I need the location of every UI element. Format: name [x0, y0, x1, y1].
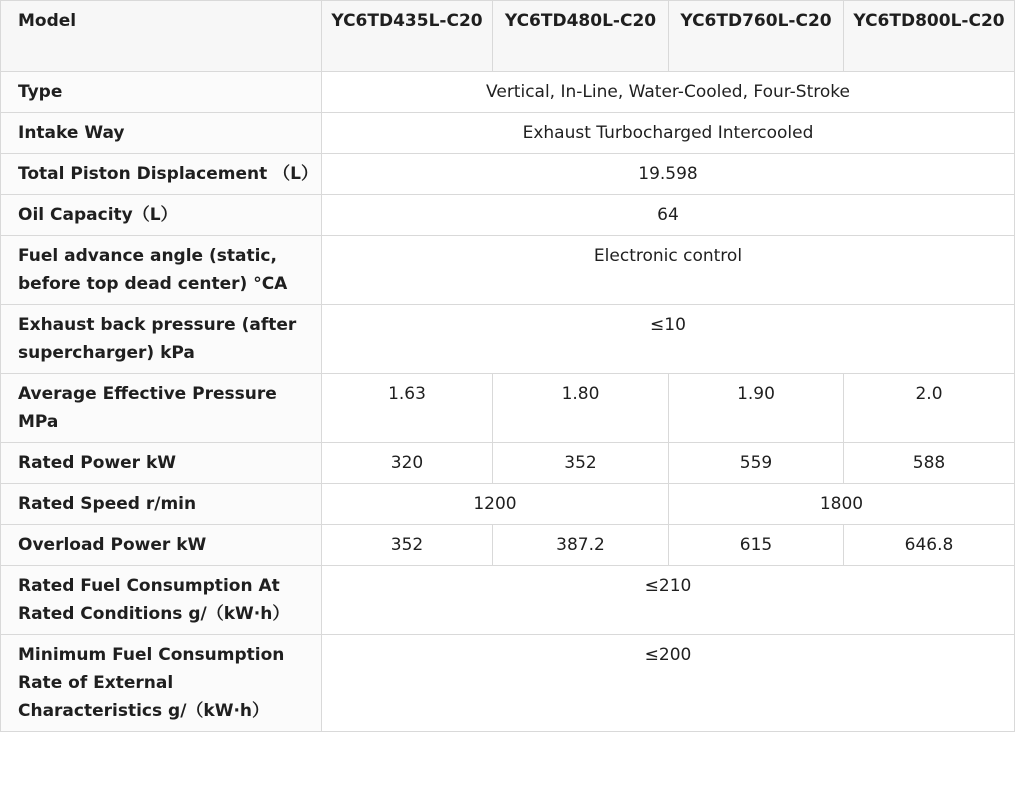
row-label: Overload Power kW: [1, 525, 322, 566]
table-row: [1, 195, 1015, 236]
row-label: Exhaust back pressure (after supercharger) kPa: [1, 305, 322, 374]
row-label: Type: [1, 72, 322, 113]
table-row: [1, 374, 1015, 443]
row-value: 1200: [322, 484, 669, 525]
table-row: [1, 113, 1015, 154]
row-label: Rated Fuel Consumption At Rated Conditions g/（kW·h）: [1, 566, 322, 635]
model-name: YC6TD480L-C20: [493, 1, 669, 72]
model-name: YC6TD760L-C20: [669, 1, 844, 72]
table-row: [1, 154, 1015, 195]
row-value: 588: [844, 443, 1015, 484]
model-name: YC6TD435L-C20: [322, 1, 493, 72]
row-value: 352: [322, 525, 493, 566]
row-label: Minimum Fuel Consumption Rate of External Characteristics g/（kW·h）: [1, 635, 322, 732]
table-row: [1, 635, 1015, 732]
row-value: ≤200: [322, 635, 1015, 732]
row-value: 1.90: [669, 374, 844, 443]
row-value: 1800: [669, 484, 1015, 525]
row-value: 352: [493, 443, 669, 484]
row-label: Fuel advance angle (static, before top dead center) °CA: [1, 236, 322, 305]
row-value: 646.8: [844, 525, 1015, 566]
row-value: 64: [322, 195, 1015, 236]
row-value: ≤210: [322, 566, 1015, 635]
row-value: 559: [669, 443, 844, 484]
row-value: Exhaust Turbocharged Intercooled: [322, 113, 1015, 154]
row-value: 1.80: [493, 374, 669, 443]
table-row: [1, 484, 1015, 525]
row-value: 320: [322, 443, 493, 484]
table-row: [1, 443, 1015, 484]
row-value: Electronic control: [322, 236, 1015, 305]
row-value: 2.0: [844, 374, 1015, 443]
row-label: Rated Speed r/min: [1, 484, 322, 525]
row-label: Average Effective Pressure MPa: [1, 374, 322, 443]
table-row: [1, 72, 1015, 113]
table-row: [1, 305, 1015, 374]
table-row: [1, 236, 1015, 305]
row-value: 19.598: [322, 154, 1015, 195]
row-value: 387.2: [493, 525, 669, 566]
table-row: [1, 525, 1015, 566]
row-value: ≤10: [322, 305, 1015, 374]
model-name: YC6TD800L-C20: [844, 1, 1015, 72]
row-label: Oil Capacity（L）: [1, 195, 322, 236]
row-label: Rated Power kW: [1, 443, 322, 484]
row-label: Intake Way: [1, 113, 322, 154]
model-header: Model: [1, 1, 322, 72]
table-row: [1, 566, 1015, 635]
header-row: [1, 1, 1015, 72]
row-value: Vertical, In-Line, Water-Cooled, Four-Stroke: [322, 72, 1015, 113]
row-value: 615: [669, 525, 844, 566]
row-value: 1.63: [322, 374, 493, 443]
row-label: Total Piston Displacement （L）: [1, 154, 322, 195]
